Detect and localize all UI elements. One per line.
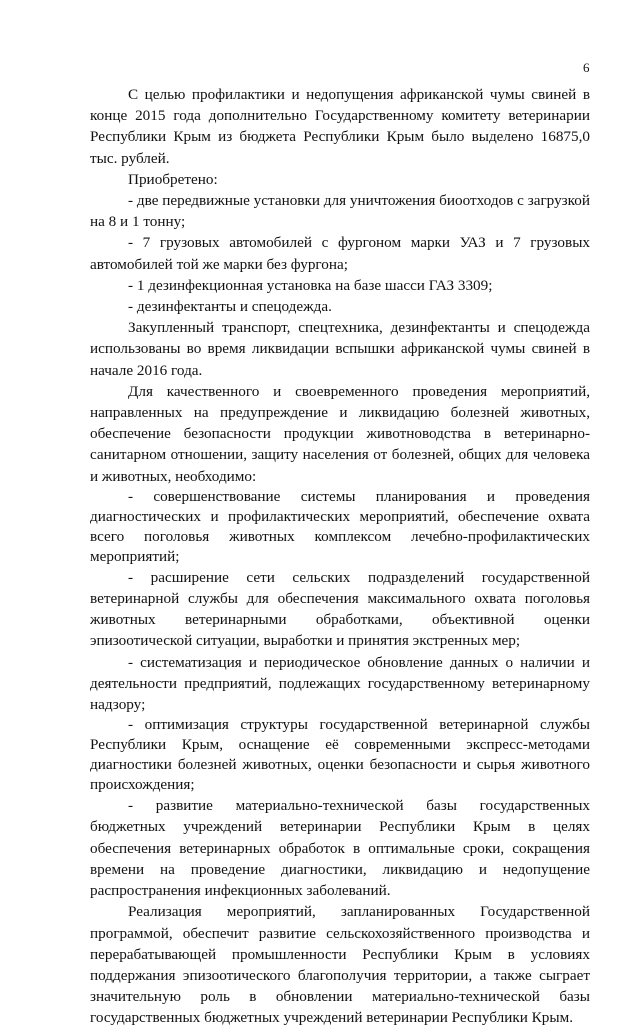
- list-item-trucks: - 7 грузовых автомобилей с фургоном марки УАЗ и 7 грузовых автомобилей той же марки без фургона;: [90, 234, 590, 273]
- list-item-data-systematization: - систематизация и периодическое обновление данных о наличии и деятельности предприятий, подлежащих государственному ветеринарному надзору;: [90, 653, 590, 714]
- list-item-disposal-units: - две передвижные установки для уничтожения биоотходов с загрузкой на 8 и 1 тонну;: [90, 192, 590, 231]
- list-item-disinfectants: - дезинфектанты и спецодежда.: [128, 298, 332, 316]
- list-item-structure-optimization: - оптимизация структуры государственной ветеринарной службы Республики Крым, оснащение её современными экспресс-методами диагностики болезней животных, оценки безопасности и сырья животного происхождения;: [90, 716, 590, 794]
- list-item-network-expansion: - расширение сети сельских подразделений государственной ветеринарной службы для обеспечения максимального охвата поголовья животных ветеринарными обработками, объективной оценки эпизоотической ситуации, выработки и принятия экстренных мер;: [90, 568, 590, 650]
- paragraph-necessary-measures: Для качественного и своевременного проведения мероприятий, направленных на предупреждение и ликвидацию болезней животных, обеспечение безопасности продукции животноводства в ветеринарно-санитарном отношении, защиту населения от болезней, общих для человека и животных, необходимо:: [90, 382, 590, 485]
- paragraph-usage: Закупленный транспорт, спецтехника, дезинфектанты и спецодежда использованы во время ликвидации вспышки африканской чумы свиней в начале 2016 года.: [90, 319, 590, 379]
- paragraph-acquired-heading: Приобретено:: [128, 170, 218, 188]
- page-number: 6: [583, 60, 590, 75]
- paragraph-funding: С целью профилактики и недопущения африканской чумы свиней в конце 2015 года дополнительно Государственному комитету ветеринарии Республики Крым из бюджета Республики Крым было выделено 16875,0 тыс. рублей.: [90, 86, 590, 167]
- paragraph-implementation: Реализация мероприятий, запланированных Государственной программой, обеспечит развитие сельскохозяйственного производства и перерабатывающей промышленности Республики Крым в условиях поддержания эпизоотического благополучия территории, а также сыграет значительную роль в обновлении материально-технической базы государственных бюджетных учреждений ветеринарии Республики Крым.: [90, 903, 590, 1027]
- list-item-planning-system: - совершенствование системы планирования и проведения диагностических и профилактических мероприятий, обеспечение охвата всего поголовья животных комплексом лечебно-профилактических мероприятий;: [90, 487, 590, 565]
- document-body: [90, 84, 590, 1029]
- list-item-material-base: - развитие материально-технической базы государственных бюджетных учреждений ветеринарии Республики Крым в целях обеспечения ветеринарных обработок в оптимальные сроки, сокращения времени на проведение диагностики, ликвидацию и недопущение распространения инфекционных заболеваний.: [90, 797, 590, 900]
- list-item-disinfection-unit: - 1 дезинфекционная установка на базе шасси ГАЗ 3309;: [128, 276, 493, 294]
